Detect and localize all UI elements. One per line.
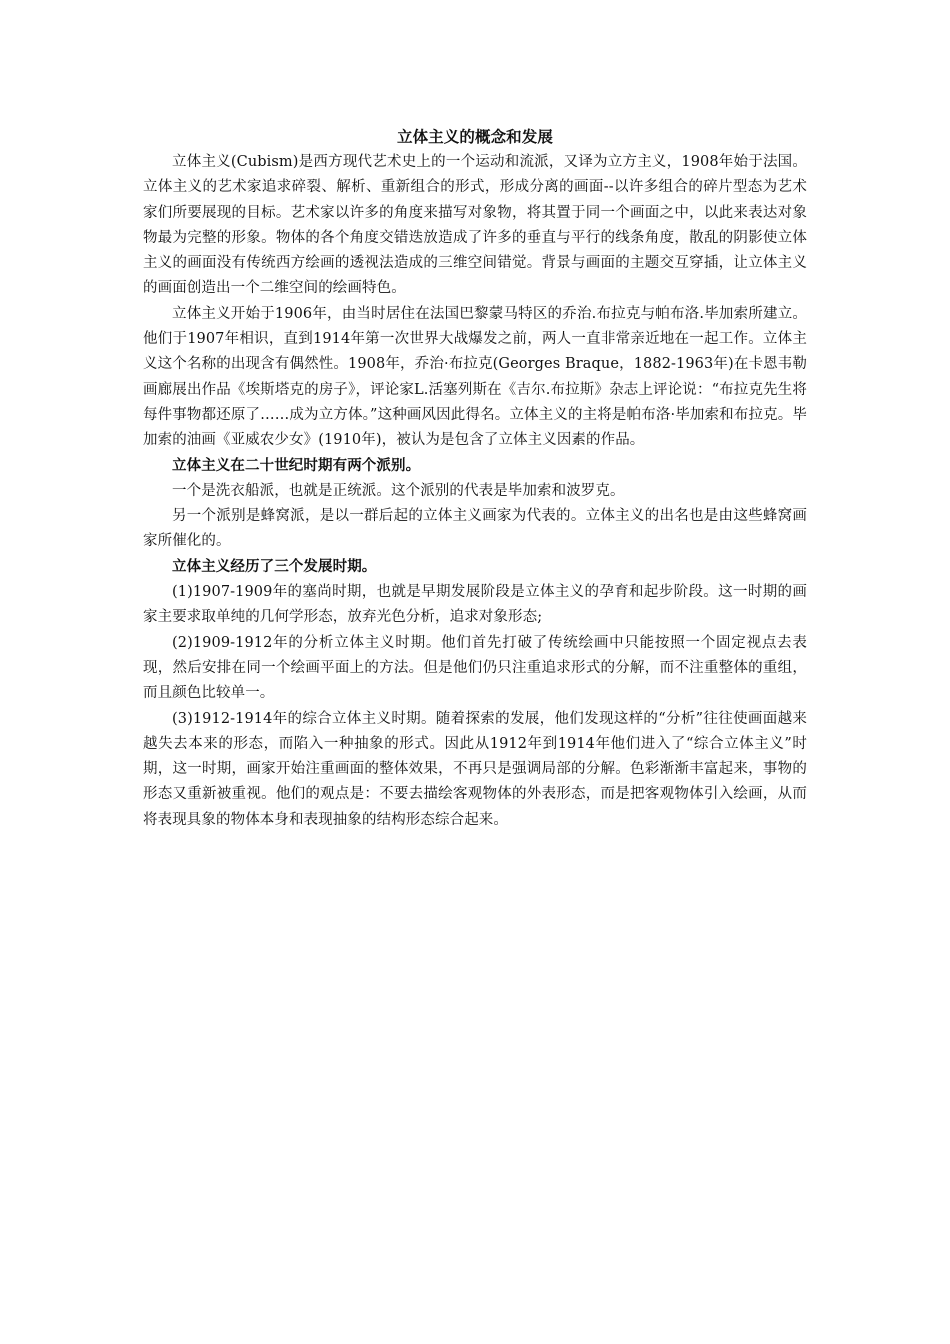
paragraph-intro: 立体主义(Cubism)是西方现代艺术史上的一个运动和流派，又译为立方主义，1908年始于法国。立体主义的艺术家追求碎裂、解析、重新组合的形式，形成分离的画面--以许多组合的碎片型态为艺术家们所要展现的目标。艺术家以许多的角度来描写对象物，将其置于同一个画面之中，以此来表达对象物最为完整的形象。物体的各个角度交错迭放造成了许多的垂直与平行的线条角度，散乱的阴影使立体主义的画面没有传统西方绘画的透视法造成的三维空间错觉。背景与画面的主题交互穿插，让立体主义的画面创造出一个二维空间的绘画特色。 <box>143 154 807 297</box>
paragraph-school-one: 一个是洗衣船派，也就是正统派。这个派别的代表是毕加索和波罗克。 <box>172 482 625 499</box>
paragraph-period-three: (3)1912-1914年的综合立体主义时期。随着探索的发展，他们发现这样的“分析”往往使画面越来越失去本来的形态，而陷入一种抽象的形式。因此从1912年到1914年他们进入了“综合立体主义”时期，这一时期，画家开始注重画面的整体效果，不再只是强调局部的分解。色彩渐渐丰富起来，事物的形态又重新被重视。他们的观点是：不要去描绘客观物体的外表形态，而是把客观物体引入绘画，从而将表现具象的物体本身和表现抽象的结构形态综合起来。 <box>143 710 807 828</box>
heading-schools: 立体主义在二十世纪时期有两个派别。 <box>172 457 421 474</box>
paragraph-history: 立体主义开始于1906年，由当时居住在法国巴黎蒙马特区的乔治.布拉克与帕布洛.毕加索所建立。他们于1907年相识，直到1914年第一次世界大战爆发之前，两人一直非常亲近地在一起工作。立体主义这个名称的出现含有偶然性。1908年，乔治·布拉克(Georges Braque，1882-1963年)在卡恩韦勒画廊展出作品《埃斯塔克的房子》，评论家L.活塞列斯在《吉尔.布拉斯》杂志上评论说：“布拉克先生将每件事物都还原了……成为立方体。”这种画风因此得名。立体主义的主将是帕布洛·毕加索和布拉克。毕加索的油画《亚威农少女》(1910年)，被认为是包含了立体主义因素的作品。 <box>143 305 807 449</box>
page-title: 立体主义的概念和发展 <box>396 128 553 146</box>
paragraph-period-two: (2)1909-1912年的分析立体主义时期。他们首先打破了传统绘画中只能按照一个固定视点去表现，然后安排在同一个绘画平面上的方法。但是他们仍只注重追求形式的分解，而不注重整体的重组，而且颜色比较单一。 <box>143 634 807 702</box>
paragraph-period-one: (1)1907-1909年的塞尚时期，也就是早期发展阶段是立体主义的孕育和起步阶段。这一时期的画家主要求取单纯的几何学形态，放弃光色分析，追求对象形态; <box>143 584 807 626</box>
document-body <box>143 124 807 833</box>
heading-periods: 立体主义经历了三个发展时期。 <box>172 558 377 575</box>
paragraph-school-two: 另一个派别是蜂窝派，是以一群后起的立体主义画家为代表的。立体主义的出名也是由这些蜂窝画家所催化的。 <box>143 508 807 550</box>
